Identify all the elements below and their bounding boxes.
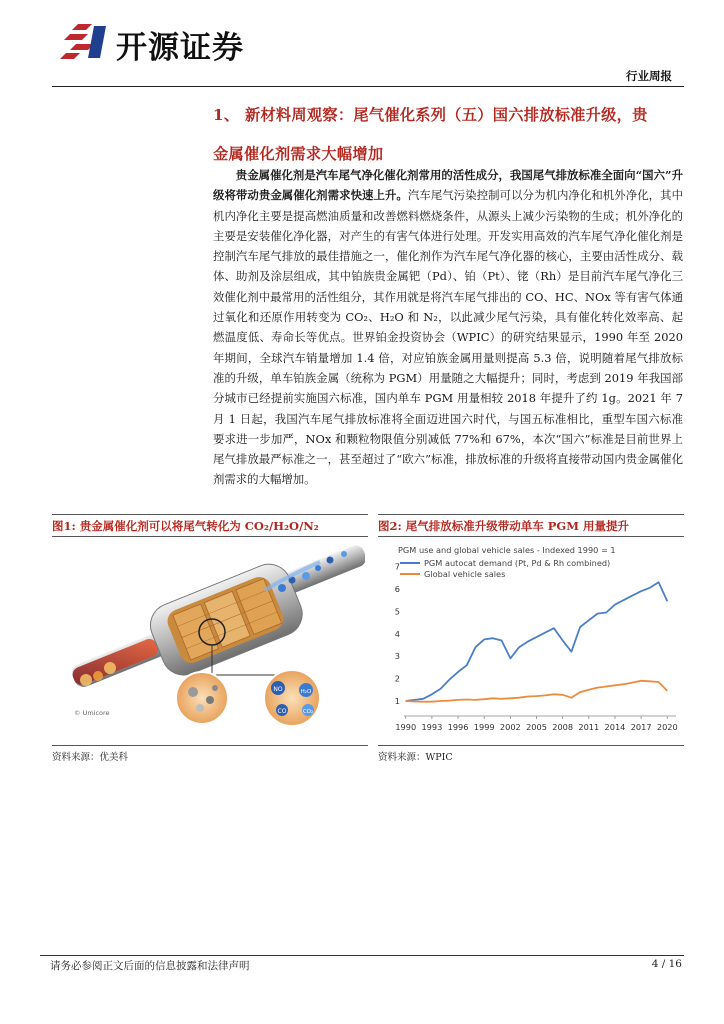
figure1-caption: 图1: 贵金属催化剂可以将尾气转化为 CO₂/H₂O/N₂ [52, 519, 319, 533]
figure1-caption-rule [52, 536, 368, 537]
catalytic-converter-illustration [60, 540, 365, 726]
x-tick-label: 1999 [473, 722, 495, 732]
y-tick-label: 4 [394, 628, 400, 639]
lead-sentence: 贵金属催化剂是汽车尾气净化催化剂常用的活性成分，我国尾气排放标准全面向“国六”升级将带动贵金属催化剂需求快速上升。 [213, 168, 683, 203]
y-tick-label: 5 [394, 606, 400, 617]
chart-y-axis [395, 561, 400, 706]
bubble-label-no: NO [273, 686, 283, 693]
y-tick-label: 7 [394, 561, 400, 572]
figure2-caption-rule [378, 536, 684, 537]
bubble-label-h2o: H₂O [300, 689, 312, 695]
figure2-source: 资料来源：WPIC [378, 752, 453, 763]
report-type-label: 行业周报 [626, 69, 672, 83]
umicore-copyright: © Umicore [74, 709, 110, 717]
legend-label: Global vehicle sales [424, 569, 506, 579]
chart-x-axis [395, 716, 677, 732]
figure2-bottom-rule [378, 745, 684, 746]
y-tick-label: 1 [394, 696, 400, 707]
pgm-vehicle-sales-chart [378, 540, 684, 740]
figure2-caption: 图2: 尾气排放标准升级带动单车 PGM 用量提升 [378, 519, 629, 533]
x-tick-label: 2011 [578, 722, 600, 732]
section-title [213, 96, 683, 174]
x-tick-label: 1993 [421, 722, 443, 732]
bubble-label-co2: CO₂ [302, 709, 314, 715]
body-paragraph [213, 165, 683, 490]
x-tick-label: 2002 [499, 722, 521, 732]
footer-divider [40, 955, 684, 956]
y-tick-label: 6 [394, 583, 400, 594]
chart-title: PGM use and global vehicle sales - Indexed 1990 = 1 [398, 545, 616, 555]
x-tick-label: 1990 [395, 722, 417, 732]
x-tick-label: 2005 [526, 722, 547, 732]
y-tick-label: 2 [394, 673, 400, 684]
body-paragraph-block [213, 165, 683, 490]
figure1-bottom-rule [52, 745, 368, 746]
chart-series [406, 582, 668, 702]
x-tick-label: 1996 [447, 722, 469, 732]
section-title-line-2: 金属催化剂需求大幅增加 [213, 145, 384, 163]
figure1-source: 资料来源：优美科 [52, 752, 129, 763]
y-tick-label: 3 [394, 651, 400, 662]
x-tick-label: 2014 [604, 722, 626, 732]
chart-legend [400, 558, 610, 579]
body-text: 汽车尾气污染控制可以分为机内净化和机外净化，其中机内净化主要是提高燃油质量和改善燃料燃烧条件，从源头上减少污染物的生成；机外净化的主要是安装催化净化器，对产生的有害气体进行处理。开发实用高效的汽车尾气净化催化剂是控制汽车尾气排放的最佳措施之一，催化剂作为汽车尾气净化器的核心，主要由活性成分、载体、助剂及涂层组成，其中铂族贵金属钯（Pd）、铂（Pt）、铑（Rh）是目前汽车尾气净化三效催化剂中最常用的活性组分，其作用就是将汽车尾气排出的 CO、HC、NOx 等有害气体通过氧化和还原作用转变为 CO₂、H₂O 和 N₂，以此减少尾气污染，具有催化转化效率高、起燃温度低、寿命长等优点。世界铂金投资协会（WPIC）的研究结果显示，1990 年至 2020 年期间，全球汽车销量增加 1.4 倍，对应铂族金属用量则提高 5.3 倍，说明随着尾气排放标准的升级，单车铂族金属（统称为 PGM）用量随之大幅提升；同时，考虑到 2019 年我国部分城市已经提前实施国六标准，国内单车 PGM 用量相较 2018 年提升了约 1g。2021 年 7 月 1 日起，我国汽车尾气排放标准将全面迈进国六时代，与国五标准相比，重型车国六标准要求进一步加严，NOx 和颗粒物限值分别减低 77%和 67%，本次“国六”标准是目前世界上尾气排放最严标准之一，甚至超过了“欧六”标准，排放标准的升级将直接带动国内贵金属催化剂需求的大幅增加。 [213, 188, 683, 487]
footer-disclaimer: 请务必参阅正文后面的信息披露和法律声明 [50, 960, 250, 972]
brand-logo-icon [58, 22, 110, 62]
page-number: 4 / 16 [651, 958, 682, 970]
bubble-label-co: CO [277, 708, 287, 715]
figure2-top-rule [378, 514, 684, 515]
section-title-line-1: 1、 新材料周观察：尾气催化系列（五）国六排放标准升级，贵 [213, 106, 648, 124]
x-tick-label: 2020 [656, 722, 678, 732]
x-tick-label: 2008 [552, 722, 574, 732]
legend-label: PGM autocat demand (Pt, Pd & Rh combined) [424, 558, 611, 568]
brand-name: 开源证券 [116, 30, 244, 66]
figure1-top-rule [52, 514, 368, 515]
header-divider [52, 86, 684, 87]
x-tick-label: 2017 [630, 722, 652, 732]
